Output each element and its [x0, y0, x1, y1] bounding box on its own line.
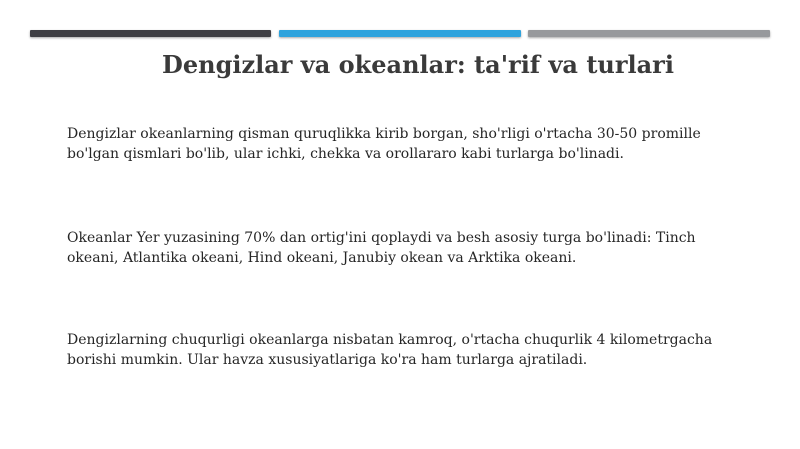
paragraph-seas-definition: Dengizlar okeanlarning qisman quruqlikka kirib borgan, sho'rligi o'rtacha 30-50 promille bo'lgan qismlari bo'lib, ular ichki, chekka va orollararo kabi turlarga bo'linadi.: [67, 126, 701, 162]
accent-bar-right: [528, 30, 770, 37]
paragraph-seas-depth: Dengizlarning chuqurligi okeanlarga nisbatan kamroq, o'rtacha chuqurlik 4 kilometrgacha borishi mumkin. Ular havza xususiyatlariga ko'ra ham turlarga ajratiladi.: [67, 332, 713, 368]
accent-bar-middle: [279, 30, 521, 37]
paragraph-oceans-types: Okeanlar Yer yuzasining 70% dan ortig'ini qoplaydi va besh asosiy turga bo'linadi: Tinch okeani, Atlantika okeani, Hind okeani, Janubiy okean va Arktika okeani.: [67, 230, 696, 266]
slide-title: Dengizlar va okeanlar: ta'rif va turlari: [162, 50, 674, 79]
accent-bar-left: [30, 30, 271, 37]
